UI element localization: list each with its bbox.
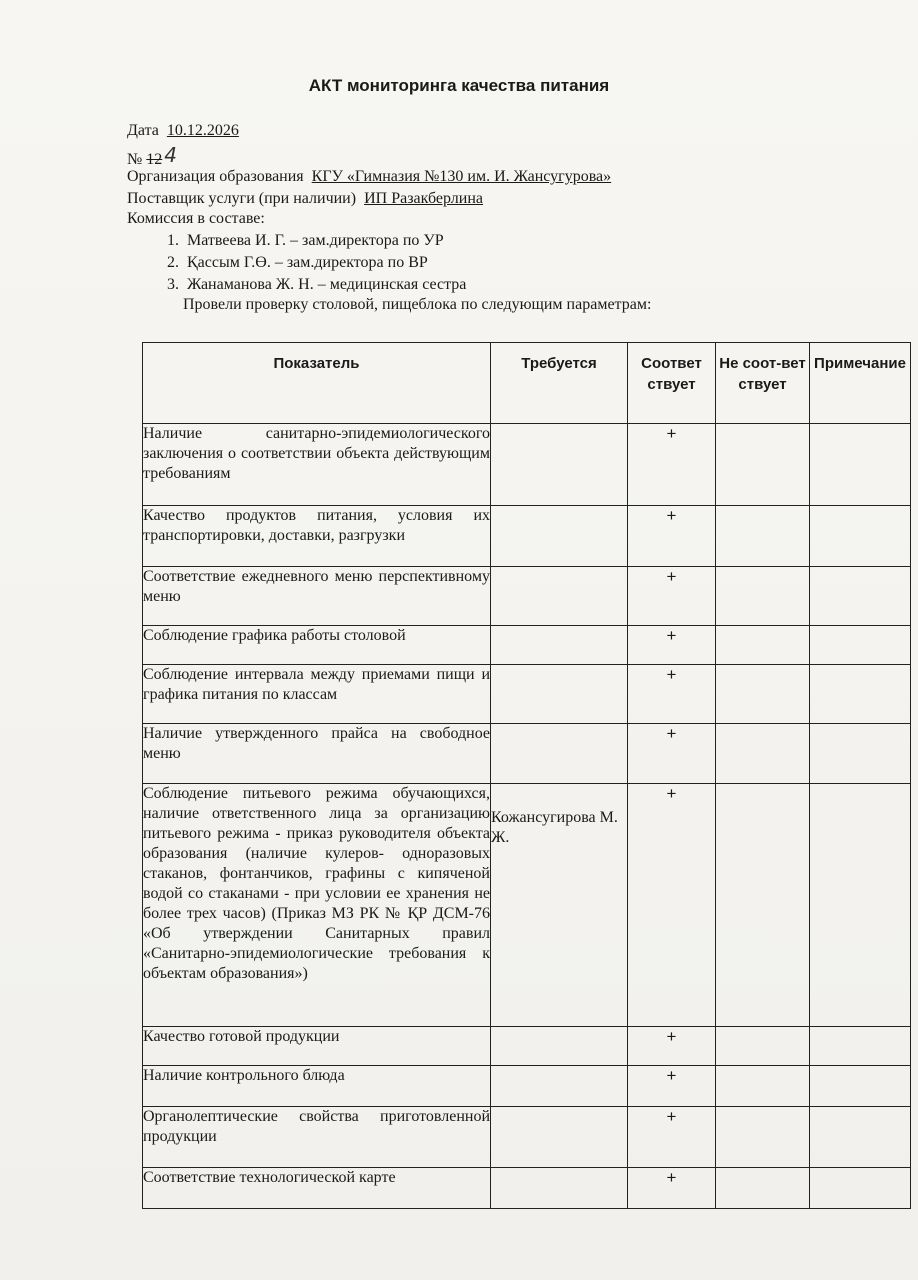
cell-required [491,1168,628,1209]
cell-complies: + [628,424,716,506]
commission-member: 2. Қассым Г.Ө. – зам.директора по ВР [183,252,466,274]
cell-not-complies [716,506,810,567]
cell-note [810,424,911,506]
cell-indicator: Качество готовой продукции [143,1027,491,1066]
table-header-row [143,343,911,424]
cell-note [810,1066,911,1107]
monitoring-table [142,342,911,1209]
org-line [127,168,611,186]
cell-not-complies [716,424,810,506]
cell-note [810,724,911,784]
cell-not-complies [716,724,810,784]
supplier-label: Поставщик услуги (при наличии) [127,190,357,207]
cell-indicator: Соответствие ежедневного меню перспективному меню [143,567,491,626]
number-line [127,145,177,169]
cell-required [491,1027,628,1066]
cell-note [810,567,911,626]
header-indicator: Показатель [143,343,491,424]
cell-required [491,626,628,665]
table-row [143,1027,911,1066]
cell-required [491,724,628,784]
org-label: Организация образования [127,168,304,185]
date-value: 10.12.2026 [166,122,239,139]
cell-note [810,784,911,1027]
cell-complies: + [628,626,716,665]
header-complies: Соответ ствует [628,343,716,424]
date-line [127,122,239,140]
cell-note [810,1168,911,1209]
cell-not-complies [716,784,810,1027]
cell-indicator: Соблюдение питьевого режима обучающихся, наличие ответственного лица за организацию питьевого режима - приказ руководителя объекта образования (наличие кулеров- одноразовых стаканов, фонтанчиков, графины с кипяченой водой со стаканами - при условии ее хранения не более трех часов) (Приказ МЗ РК № ҚР ДСМ-76 «Об утверждении Санитарных правил «Санитарно-эпидемиологические требования к объектам образования») [143,784,491,1027]
cell-indicator: Соблюдение графика работы столовой [143,626,491,665]
cell-indicator: Соответствие технологической карте [143,1168,491,1209]
cell-note [810,665,911,724]
header-not-complies: Не соот-ветствует [716,343,810,424]
document-title: АКТ мониторинга качества питания [308,76,610,95]
cell-not-complies [716,626,810,665]
cell-indicator: Наличие санитарно-эпидемиологического заключения о соответствии объекта действующим требованиям [143,424,491,506]
org-value: КГУ «Гимназия №130 им. И. Жансугурова» [311,168,612,185]
cell-complies: + [628,1107,716,1168]
cell-complies: + [628,1027,716,1066]
cell-indicator: Соблюдение интервала между приемами пищи и графика питания по классам [143,665,491,724]
table-row [143,1168,911,1209]
cell-complies: + [628,567,716,626]
cell-indicator: Органолептические свойства приготовленной продукции [143,1107,491,1168]
cell-complies: + [628,665,716,724]
number-handwritten: 4 [164,143,177,167]
cell-complies: + [628,784,716,1027]
cell-required [491,424,628,506]
cell-complies: + [628,1168,716,1209]
table-row [143,626,911,665]
cell-not-complies [716,1066,810,1107]
table-row [143,506,911,567]
cell-indicator: Качество продуктов питания, условия их транспортировки, доставки, разгрузки [143,506,491,567]
cell-not-complies [716,665,810,724]
table-row [143,424,911,506]
header-note: Примечание [810,343,911,424]
header-required: Требуется [491,343,628,424]
cell-complies: + [628,1066,716,1107]
cell-complies: + [628,506,716,567]
cell-not-complies [716,1027,810,1066]
supplier-value: ИП Разакберлина [364,190,484,207]
commission-label: Комиссия в составе: [127,210,265,227]
cell-required: Кожансугирова М. Ж. [491,784,628,1027]
cell-required [491,567,628,626]
table-row [143,665,911,724]
cell-note [810,1027,911,1066]
table-row [143,1107,911,1168]
cell-required [491,1066,628,1107]
cell-required [491,1107,628,1168]
cell-not-complies [716,1107,810,1168]
cell-note [810,626,911,665]
table-row [143,724,911,784]
date-label: Дата [127,122,159,139]
cell-indicator: Наличие контрольного блюда [143,1066,491,1107]
number-label: № [127,151,143,168]
table-row [143,567,911,626]
cell-not-complies [716,1168,810,1209]
cell-note [810,506,911,567]
supplier-line [127,190,483,208]
table-row [143,784,911,1027]
commission-list [157,230,466,296]
cell-not-complies [716,567,810,626]
cell-complies: + [628,724,716,784]
commission-member: 1. Матвеева И. Г. – зам.директора по УР [183,230,466,252]
table-row [143,1066,911,1107]
cell-indicator: Наличие утвержденного прайса на свободное меню [143,724,491,784]
cell-required [491,506,628,567]
cell-required [491,665,628,724]
cell-note [810,1107,911,1168]
intro-text: Провели проверку столовой, пищеблока по следующим параметрам: [183,296,652,313]
commission-member: 3. Жанаманова Ж. Н. – медицинская сестра [183,274,466,296]
number-struck: 12 [146,151,163,168]
